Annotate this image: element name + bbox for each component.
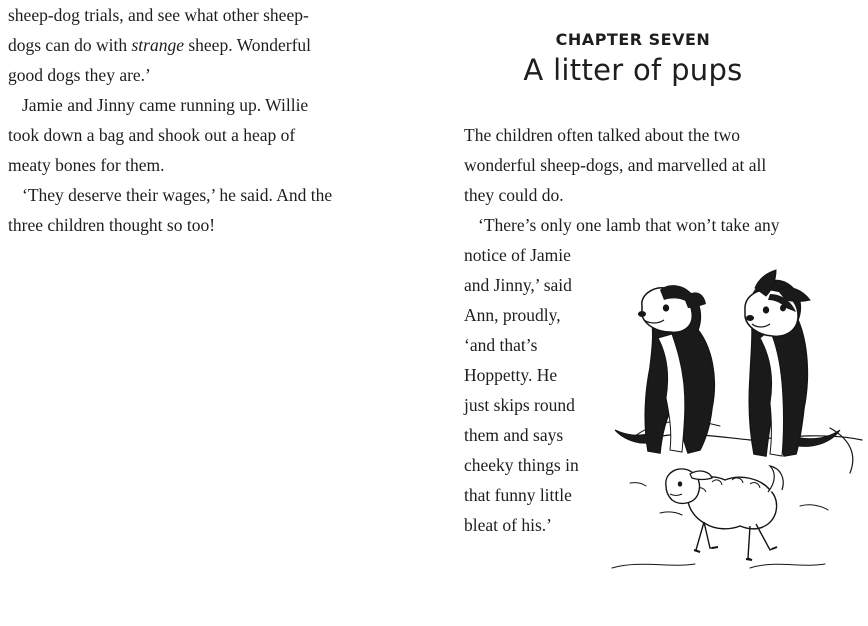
text-run: dogs can do with	[8, 35, 132, 55]
text-line: Hoppetty. He	[464, 365, 558, 385]
text-line: cheeky things in	[464, 455, 579, 475]
text-line: Jamie and Jinny came running up. Willie	[22, 95, 309, 115]
text-line: bleat of his.’	[464, 515, 552, 535]
text-line: took down a bag and shook out a heap of	[8, 125, 296, 145]
chapter-title: A litter of pups	[523, 53, 743, 87]
text-line: ‘They deserve their wages,’ he said. And the	[22, 185, 333, 205]
left-page	[0, 0, 420, 626]
text-line: meaty bones for them.	[8, 155, 165, 175]
text-line: The children often talked about the two	[464, 125, 741, 145]
text-line: three children thought so too!	[8, 215, 216, 235]
text-line: that funny little	[464, 485, 572, 505]
text-line: notice of Jamie	[464, 245, 571, 265]
left-paragraph-2	[8, 90, 308, 180]
text-line	[8, 30, 311, 60]
text-line: and Jinny,’ said	[464, 275, 572, 295]
right-page	[430, 0, 868, 626]
right-paragraph-1	[464, 120, 766, 210]
text-line: ‘and that’s	[464, 335, 538, 355]
text-line: ‘There’s only one lamb that won’t take any	[478, 215, 780, 235]
text-line: Ann, proudly,	[464, 305, 561, 325]
chapter-label: CHAPTER SEVEN	[555, 30, 711, 49]
right-dog-drawing	[745, 270, 840, 456]
left-paragraph-3	[8, 180, 332, 240]
left-dog-drawing	[615, 285, 714, 453]
text-line: they could do.	[464, 185, 564, 205]
lamb-drawing	[666, 466, 783, 560]
left-paragraph-1	[8, 0, 311, 90]
text-line: good dogs they are.’	[8, 65, 151, 85]
text-line: them and says	[464, 425, 564, 445]
text-line: wonderful sheep-dogs, and marvelled at all	[464, 155, 767, 175]
text-run: sheep. Wonderful	[183, 35, 312, 55]
emphasis-text: strange	[131, 35, 184, 55]
text-line: sheep-dog trials, and see what other sheep-	[8, 5, 309, 25]
text-line: just skips round	[464, 395, 575, 415]
sheepdogs-lamb-illustration	[600, 268, 868, 588]
